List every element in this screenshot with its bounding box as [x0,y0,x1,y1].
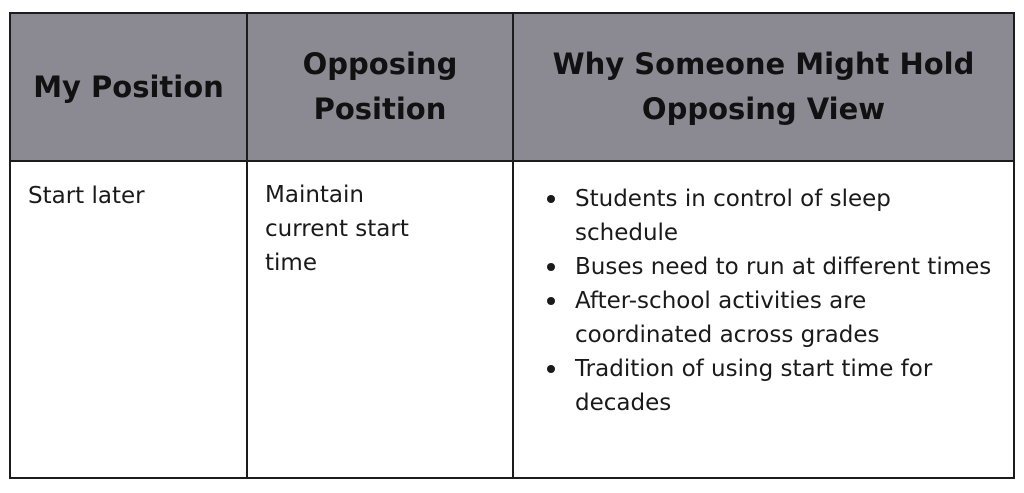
header-opposing-position [248,14,514,162]
list-item [514,352,993,420]
opposing-position-text: Maintain current start time [265,182,409,276]
reason-text: Buses need to run at different times [575,254,992,280]
cell-opposing-position [248,162,514,477]
my-position-text: Start later [28,183,145,209]
reason-text: Tradition of using start time for decades [575,356,933,416]
bullet-icon [547,263,555,271]
header-my-position-label: My Position [33,69,224,104]
list-item [514,182,993,250]
list-item [514,284,993,352]
list-item [514,250,993,284]
bullet-icon [547,297,555,305]
reason-text: After-school activities are coordinated across grades [575,288,880,348]
header-why-opposing-view-label: Why Someone Might Hold Opposing View [552,47,975,126]
bullet-icon [547,195,555,203]
reasons-list [514,182,993,420]
cell-my-position [11,162,248,477]
bullet-icon [547,365,555,373]
cell-reasons [514,162,1013,477]
header-why-opposing-view [514,14,1013,162]
header-opposing-position-label: Opposing Position [302,47,458,126]
position-comparison-table [9,12,1015,479]
header-my-position [11,14,248,162]
reason-text: Students in control of sleep schedule [575,186,891,246]
